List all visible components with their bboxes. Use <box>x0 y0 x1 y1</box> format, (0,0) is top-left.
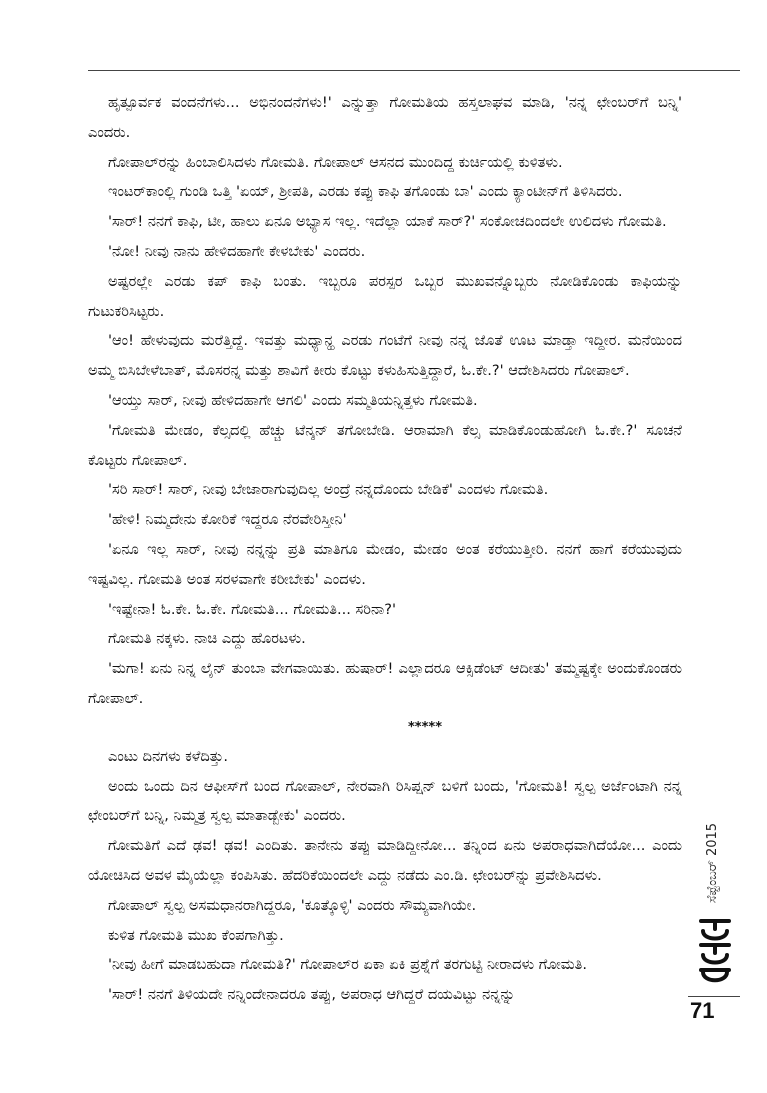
paragraph: ಗೋಪಾಲ್ ಸ್ವಲ್ಪ ಅಸಮಧಾನರಾಗಿದ್ದರೂ, 'ಕೂತ್ಕೊಳ್ಳಿ' ಎಂದರು ಸೌಮ್ಯವಾಗಿಯೇ. <box>108 896 477 914</box>
issue-date: ಸೆಪ್ಟೆಂಬರ್ 2015 <box>705 822 720 903</box>
paragraph: ಅಂದು ಒಂದು ದಿನ ಆಫೀಸ್‌ಗೆ ಬಂದ ಗೋಪಾಲ್, ನೇರವಾಗಿ ರಿಸಿಪ್ಷನ್ ಬಳಿಗೆ ಬಂದು, 'ಗೋಮತಿ! ಸ್ವಲ್ಪ ಅರ್ಜೆಂಟಾಗಿ ನನ್ನ ಛೇಂಬರ್‌ಗೆ ಬನ್ನಿ, ನಿಮ್ಮತ್ರ ಸ್ವಲ್ಪ ಮಾತಾಡ್ಬೇಕು' ಎಂದರು. <box>88 777 682 825</box>
paragraph: 'ಹೇಳಿ! ನಿಮ್ಮದೇನು ಕೋರಿಕೆ ಇದ್ದರೂ ನೆರವೇರಿಸ್ತೀನಿ' <box>108 511 347 529</box>
paragraph: 'ಸರಿ ಸಾರ್! ಸಾರ್, ನೀವು ಬೇಜಾರಾಗುವುದಿಲ್ಲ ಅಂದ್ರೆ ನನ್ನದೊಂದು ಬೇಡಿಕೆ' ಎಂದಳು ಗೋಮತಿ. <box>108 481 549 499</box>
paragraph: 'ನೀವು ಹೀಗೆ ಮಾಡಬಹುದಾ ಗೋಮತಿ?' ಗೋಪಾಲ್‌ರ ಏಕಾ ಏಕಿ ಪ್ರಶ್ನೆಗೆ ತರಗುಟ್ಟಿ ನೀರಾದಳು ಗೋಮತಿ. <box>108 956 588 974</box>
paragraph: ಹೃತ್ಪೂರ್ವಕ ವಂದನೆಗಳು... ಅಭಿನಂದನೆಗಳು!' ಎನ್ನುತ್ತಾ ಗೋಮತಿಯ ಹಸ್ತಲಾಘವ ಮಾಡಿ, 'ನನ್ನ ಛೇಂಬರ್‌ಗೆ ಬನ್ನಿ' ಎಂದರು. <box>88 94 682 141</box>
paragraph: 'ಆಯ್ತು ಸಾರ್, ನೀವು ಹೇಳಿದಹಾಗೇ ಆಗಲಿ' ಎಂದು ಸಮ್ಮತಿಯನ್ನಿತ್ತಳು ಗೋಮತಿ. <box>108 391 478 409</box>
section-separator: ***** <box>408 719 442 735</box>
paragraph: ಅಷ್ಟರಲ್ಲೇ ಎರಡು ಕಪ್ ಕಾಫಿ ಬಂತು. ಇಬ್ಬರೂ ಪರಸ್ಪರ ಒಬ್ಬರ ಮುಖವನ್ನೊಬ್ಬರು ನೋಡಿಕೊಂಡು ಕಾಫಿಯನ್ನು ಗುಟುಕರಿಸಿಟ್ಟರು. <box>88 272 682 320</box>
paragraph: ಇಂಟರ್‌ಕಾಂಲ್ಲಿ ಗುಂಡಿ ಒತ್ತಿ 'ಏಯ್, ಶ್ರೀಪತಿ, ಎರಡು ಕಪ್ಪು ಕಾಫಿ ತಗೊಂಡು ಬಾ' ಎಂದು ಕ್ಯಾಂಟೀನ್‌ಗೆ ತಿಳಿಸಿದರು. <box>108 183 623 201</box>
paragraph: 'ಸಾರ್! ನನಗೆ ಕಾಫಿ, ಟೀ, ಹಾಲು ಏನೂ ಅಭ್ಯಾಸ ಇಲ್ಲ. ಇದೆಲ್ಲಾ ಯಾಕೆ ಸಾರ್?' ಸಂಕೋಚದಿಂದಲೇ ಉಲಿದಳು ಗೋಮತಿ. <box>108 213 667 231</box>
paragraph: ಗೋಮತಿ ನಕ್ಕಳು. ನಾಚಿ ಎದ್ದು ಹೊರಟಳು. <box>108 630 306 648</box>
page-number: 71 <box>690 998 715 1023</box>
paragraph: 'ಏನೂ ಇಲ್ಲ ಸಾರ್, ನೀವು ನನ್ನನ್ನು ಪ್ರತಿ ಮಾತಿಗೂ ಮೇಡಂ, ಮೇಡಂ ಅಂತ ಕರೆಯುತ್ತೀರಿ. ನನಗೆ ಹಾಗೆ ಕರೆಯುವುದು ಇಷ್ಟವಿಲ್ಲ. ಗೋಮತಿ ಅಂತ ಸರಳವಾಗೇ ಕರೀಬೇಕು' ಎಂದಳು. <box>88 540 682 588</box>
paragraph: ಕುಳಿತ ಗೋಮತಿ ಮುಖ ಕೆಂಪಗಾಗಿತ್ತು. <box>108 926 284 944</box>
story-text <box>88 88 682 1010</box>
paragraph: 'ಆಂ! ಹೇಳುವುದು ಮರೆತ್ತಿದ್ದೆ. ಇವತ್ತು ಮಧ್ಯಾನ್ಹ ಎರಡು ಗಂಟೆಗೆ ನೀವು ನನ್ನ ಜೊತೆ ಊಟ ಮಾಡ್ತಾ ಇದ್ದೀರ. ಮನೆಯಿಂದ ಅಮ್ಮ ಬಿಸಿಬೇಳೆಬಾತ್, ಮೊಸರನ್ನ ಮತ್ತು ಶಾವಿಗೆ ಕೀರು ಕೊಟ್ಟು ಕಳುಹಿಸುತ್ತಿದ್ದಾರೆ, ಓ.ಕೇ.?' ಆದೇಶಿಸಿದರು ಗೋಪಾಲ್. <box>88 332 682 380</box>
paragraph: ಗೋಪಾಲ್‌ರನ್ನು ಹಿಂಬಾಲಿಸಿದಳು ಗೋಮತಿ. ಗೋಪಾಲ್ ಆಸನದ ಮುಂದಿದ್ದ ಕುರ್ಚಿಯಲ್ಲಿ ಕುಳಿತಳು. <box>108 153 563 171</box>
paragraph: 'ಗೋಮತಿ ಮೇಡಂ, ಕೆಲ್ಸದಲ್ಲಿ ಹೆಚ್ಚು ಟೆನ್ಶನ್ ತಗೋಬೇಡಿ. ಆರಾಮಾಗಿ ಕೆಲ್ಸ ಮಾಡಿಕೊಂಡುಹೋಗಿ ಓ.ಕೇ.?' ಸೂಚನೆ ಕೊಟ್ಟರು ಗೋಪಾಲ್. <box>88 421 682 469</box>
paragraph: 'ನೋ! ನೀವು ನಾನು ಹೇಳಿದಹಾಗೇ ಕೇಳಬೇಕು' ಎಂದರು. <box>108 242 366 260</box>
paragraph: ಗೋಮತಿಗೆ ಎದೆ ಢವ! ಢವ! ಎಂದಿತು. ತಾನೇನು ತಪ್ಪು ಮಾಡಿದ್ದೀನೋ... ತನ್ನಿಂದ ಏನು ಅಪರಾಧವಾಗಿದೆಯೋ... ಎಂದು ಯೋಚಿಸಿದ ಅವಳ ಮೈಯೆಲ್ಲಾ ಕಂಪಿಸಿತು. ಹೆದರಿಕೆಯಿಂದಲೇ ಎದ್ದು ನಡೆದು ಎಂ.ಡಿ. ಛೇಂಬರ್‌ನ್ನು ಪ್ರವೇಶಿಸಿದಳು. <box>88 837 682 884</box>
paragraph: ಎಂಟು ದಿನಗಳು ಕಳೆದಿತ್ತು. <box>108 747 229 765</box>
paragraph: 'ಮಗಾ! ಏನು ನಿನ್ನ ಲೈನ್ ತುಂಬಾ ವೇಗವಾಯಿತು. ಹುಷಾರ್! ಎಲ್ಲಾದರೂ ಆಕ್ಸಿಡೆಂಟ್ ಆದೀತು' ತಮ್ಮಷ್ಟಕ್ಕೇ ಅಂದುಕೊಂಡರು ಗೋಪಾಲ್. <box>88 660 682 707</box>
paragraph: 'ಸಾರ್! ನನಗೆ ತಿಳಿಯದೇ ನನ್ನಿಂದೇನಾದರೂ ತಪ್ಪು, ಅಪರಾಧ ಆಗಿದ್ದರೆ ದಯವಿಟ್ಟು ನನ್ನನ್ನು <box>108 986 516 1004</box>
paragraph: 'ಇಷ್ಟೇನಾ! ಓ.ಕೇ. ಓ.ಕೇ. ಗೋಮತಿ... ಗೋಮತಿ... ಸರಿನಾ?' <box>108 600 396 618</box>
page-number-rule <box>688 996 740 997</box>
top-rule <box>88 70 740 71</box>
magazine-logo-icon <box>695 915 735 990</box>
